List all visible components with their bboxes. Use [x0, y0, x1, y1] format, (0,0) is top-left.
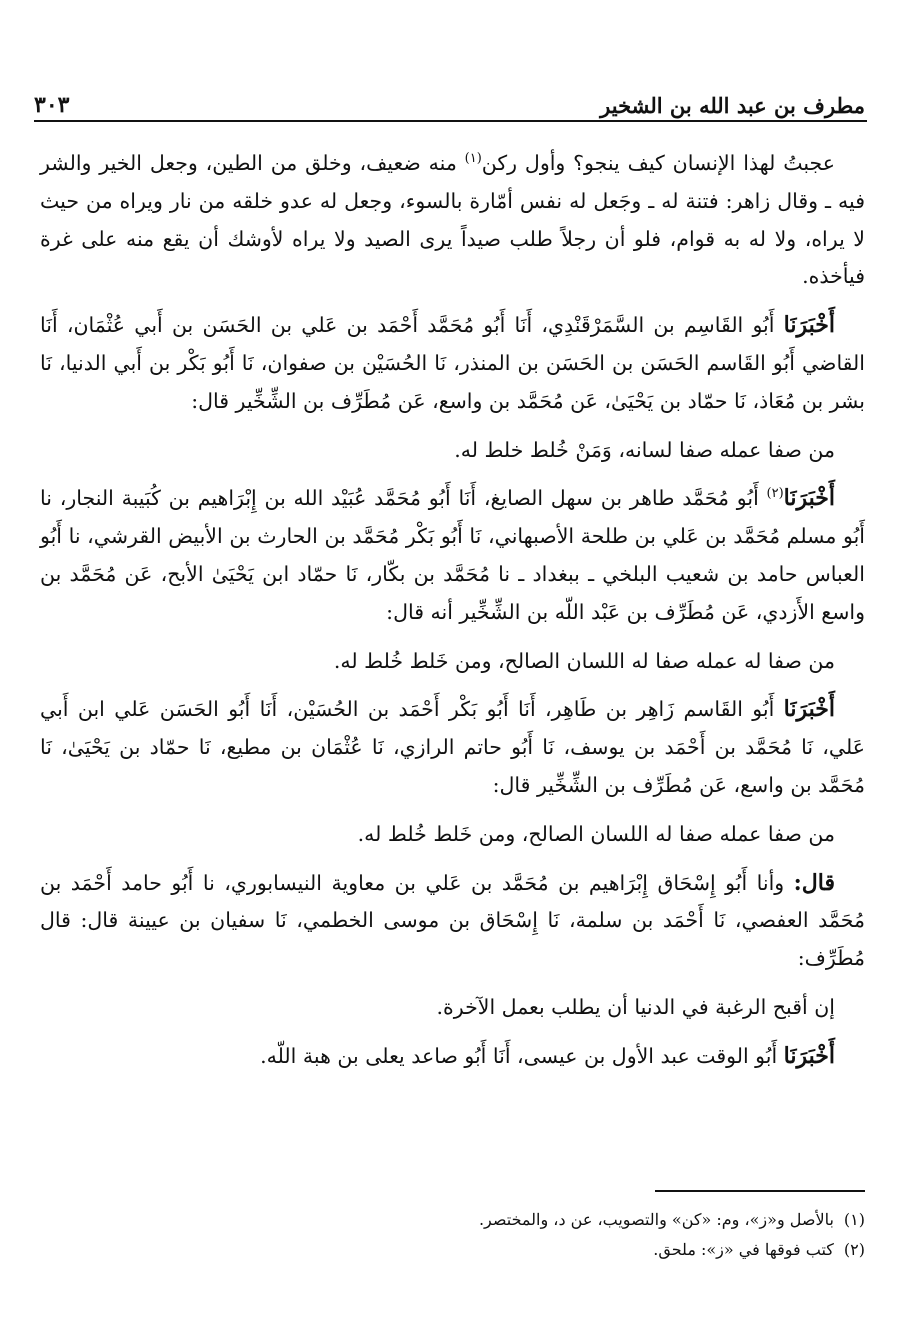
quoted-saying: [40, 816, 865, 854]
footnote: [40, 1235, 865, 1265]
narration-keyword: أَخْبَرَنَا: [783, 312, 835, 339]
paragraph: [40, 691, 865, 804]
footnote-number: (٢): [843, 1240, 865, 1259]
text-run: منه ضعيف، وخلق من الطين، وجعل الخير والشر فيه ـ وقال زاهر: فتنة له ـ وجَعل له نفس أمّارة بالسوء، وجعل له عدو خلقه من نار ويراه من حيث لا يراه، ولا له به قوام، فلو أن رجلاً طلب صيداً يرى الصيد ولا يراه لأوشك أن يقع منه على غرة فيأخذه.: [40, 151, 865, 289]
text-run: من صفا عمله صفا لسانه، وَمَنْ خُلط خلط له.: [454, 437, 835, 462]
text-run: وأنا أَبُو إِسْحَاق إِبْرَاهيم بن مُحَمَّد بن عَلي بن معاوية النيسابوري، نا أَبُو حامد أَحْمَد بن مُحَمَّد العفصي، نَا أَحْمَد بن سلمة، نَا إِسْحَاق بن موسى الخطمي، نَا سفيان بن عيينة قال: قال مُطَرِّف:: [40, 870, 865, 971]
quoted-saying: [40, 643, 865, 681]
page-number: ٣٠٣: [34, 92, 70, 118]
footnotes: [40, 1205, 865, 1265]
footnote: [40, 1205, 865, 1235]
footnote-ref: (١): [464, 151, 482, 167]
text-run: أَبُو مُحَمَّد طاهر بن سهل الصايغ، أَنَا أَبُو مُحَمَّد عُبَيْد الله بن إِبْرَاهيم بن كُبَيبة النجار، نا أَبُو مسلم مُحَمَّد بن عَلي بن طلحة الأصبهاني، نَا أَبُو بَكْر مُحَمَّد بن الحارث بن الأبيض القرشي، نا أَبُو العباس حامد بن شعيب البلخي ـ ببغداد ـ نا مُحَمَّد بن بكّار، نَا حمّاد ابن يَحْيَىٰ الأبح، عَن مُحَمَّد بن واسع الأَزدي، عَن مُطَرِّف بن عَبْد اللّه بن الشِّخِّير أنه قال:: [40, 486, 865, 624]
text-run: عجبتُ لهذا الإنسان كيف ينجو؟ وأول ركن: [481, 151, 835, 175]
text-run: أَبُو القَاسم زَاهِر بن طَاهِر، أَنَا أَبُو بَكْر أَحْمَد بن الحُسَيْن، أَنَا أَبُو الحَسَن عَلي ابن أَبي عَلي، نَا مُحَمَّد بن أَحْمَد بن يوسف، نَا أَبُو حاتم الرازي، نَا عُثْمَان بن مطيع، نَا حمّاد بن يَحْيَىٰ، نَا مُحَمَّد بن واسع، عَن مُطَرِّف بن الشِّخِّير قال:: [40, 697, 865, 797]
footnote-ref: (٢): [766, 486, 784, 502]
text-run: من صفا عمله صفا له اللسان الصالح، ومن خَلط خُلط له.: [357, 821, 835, 846]
text-run: من صفا له عمله صفا له اللسان الصالح، ومن خَلط خُلط له.: [333, 648, 835, 673]
footnote-text: كتب فوقها في «ز»: ملحق.: [653, 1240, 834, 1259]
narration-keyword: أَخْبَرَنَا: [783, 485, 835, 512]
quoted-saying: [40, 989, 865, 1027]
running-title: مطرف بن عبد الله بن الشخير: [600, 93, 865, 118]
body-text: [40, 145, 865, 1087]
header-rule: [34, 120, 867, 122]
text-run: إن أقبح الرغبة في الدنيا أن يطلب بعمل الآخرة.: [436, 994, 835, 1019]
footnote-number: (١): [843, 1210, 865, 1229]
narration-keyword: قال:: [793, 869, 835, 896]
footnote-rule: [655, 1190, 865, 1192]
running-header: [34, 78, 865, 122]
paragraph: [40, 307, 865, 420]
paragraph: [40, 145, 865, 296]
narration-keyword: أَخْبَرَنَا: [783, 1042, 835, 1069]
text-run: أَبُو القَاسِم بن السَّمَرْقَنْدِي، أَنَا أَبُو مُحَمَّد أَحْمَد بن عَلي بن الحَسَن بن أَبي عُثْمَان، أَنَا القاضي أَبُو القَاسم الحَسَن بن الحَسَن بن المنذر، نَا الحُسَيْن بن صفوان، نَا أَبُو بَكْر بن أَبي الدنيا، نَا بشر بن مُعَاذ، نَا حمّاد بن يَحْيَىٰ، عَن مُحَمَّد بن واسع، عَن مُطَرِّف بن الشِّخِّير قال:: [40, 313, 865, 413]
paragraph: [40, 1038, 865, 1076]
paragraph: [40, 480, 865, 631]
narration-keyword: أَخْبَرَنَا: [783, 696, 835, 723]
quoted-saying: [40, 432, 865, 470]
text-run: أَبُو الوقت عبد الأول بن عيسى، أَنَا أَبُو صاعد يعلى بن هبة اللّه.: [260, 1043, 784, 1068]
paragraph: [40, 865, 865, 978]
footnote-text: بالأصل و«ز»، وم: «كن» والتصويب، عن د، والمختصر.: [478, 1210, 834, 1229]
